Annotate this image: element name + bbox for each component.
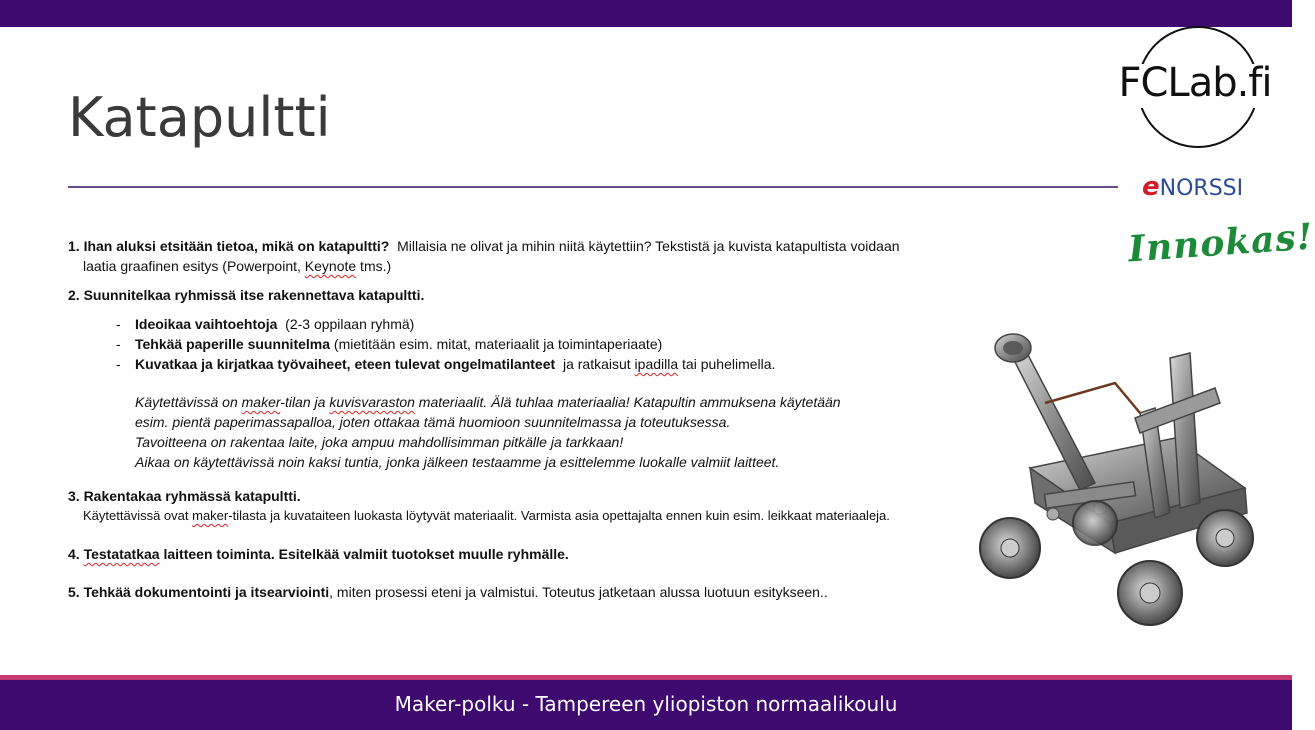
fclab-logo-text: FCLab.fi xyxy=(1118,60,1272,106)
step-2-heading: 2. Suunnitelkaa ryhmissä itse rakennettava katapultti. xyxy=(68,287,425,303)
step-2 xyxy=(68,285,948,305)
catapult-image xyxy=(975,318,1265,628)
maker-word-2: maker xyxy=(192,508,229,523)
ipadilla-word: ipadilla xyxy=(634,356,679,372)
materials-line-4: Aikaa on käytettävissä noin kaksi tuntia, jonka jälkeen testaamme ja esittelemme luokalle valmiit laitteet. xyxy=(135,454,780,470)
step-4 xyxy=(68,544,948,564)
materials-l1e: materiaalit. Älä tuhlaa materiaalia! Katapultin ammuksena käytetään xyxy=(414,394,841,410)
enorssi-logo xyxy=(1142,172,1243,202)
materials-note xyxy=(68,392,948,472)
bullet-1-bold: Ideoikaa vaihtoehtoja xyxy=(135,316,278,332)
materials-l1c: -tilan ja xyxy=(280,394,330,410)
list-dash: - xyxy=(116,316,121,332)
materials-l1a: Käytettävissä on xyxy=(135,394,242,410)
step-4-num: 4. xyxy=(68,546,84,562)
step-2-list xyxy=(68,314,948,374)
step-3 xyxy=(68,486,948,506)
list-dash: - xyxy=(116,356,121,372)
kuvisvaraston-word: kuvisvaraston xyxy=(329,394,415,410)
bullet-3-bold: Kuvatkaa ja kirjatkaa työvaiheet, eteen tulevat ongelmatilanteet xyxy=(135,356,556,372)
step-1-text: Millaisia ne olivat ja mihin niitä käytettiin? Tekstistä ja kuvista katapultista voidaan xyxy=(397,238,900,254)
step-3-heading: 3. Rakentakaa ryhmässä katapultti. xyxy=(68,488,301,504)
step-3-text xyxy=(68,506,948,526)
bullet-3-text-2: tai puhelimella. xyxy=(678,356,776,372)
footer-text: Maker-polku - Tampereen yliopiston normaalikoulu xyxy=(394,692,898,716)
enorssi-logo-e: e xyxy=(1142,172,1160,202)
step-5 xyxy=(68,582,948,602)
testatatkaa-word: Testatatkaa xyxy=(83,546,160,562)
slide-body xyxy=(68,236,948,602)
step-3-text-1: Käytettävissä ovat xyxy=(83,508,193,523)
innokas-logo: Innokas! xyxy=(1126,215,1315,271)
bullet-3-text-1: ja ratkaisut xyxy=(562,356,635,372)
step-5-heading: 5. Tehkää dokumentointi ja itsearviointi xyxy=(68,584,330,600)
slide-title: Katapultti xyxy=(68,86,331,149)
list-item xyxy=(116,334,948,354)
fclab-logo xyxy=(1108,14,1280,160)
list-item xyxy=(116,354,948,374)
materials-line-3: Tavoitteena on rakentaa laite, joka ampuu mahdollisimman pitkälle ja tarkkaan! xyxy=(135,434,624,450)
maker-word: maker xyxy=(241,394,281,410)
top-bar xyxy=(0,0,1292,27)
enorssi-logo-text: NORSSI xyxy=(1159,176,1244,201)
step-4-rest: laitteen toiminta. Esitelkää valmiit tuotokset muulle ryhmälle. xyxy=(159,546,569,562)
materials-line-2: esim. pientä paperimassapalloa, joten ottakaa tämä huomioon suunnitelmassa ja toteutuksessa. xyxy=(135,414,731,430)
materials-line-1 xyxy=(135,392,948,412)
step-3-text-2: -tilasta ja kuvataiteen luokasta löytyvät materiaalit. Varmista asia opettajalta ennen kuin esim. leikkaat materiaaleja. xyxy=(228,508,890,523)
bullet-2-bold: Tehkää paperille suunnitelma xyxy=(135,336,331,352)
list-item xyxy=(116,314,948,334)
bullet-1-text: (2-3 oppilaan ryhmä) xyxy=(285,316,415,332)
step-1-text-2c: tms.) xyxy=(356,258,392,274)
step-1-heading: 1. Ihan aluksi etsitään tietoa, mikä on katapultti? xyxy=(68,238,390,254)
list-dash: - xyxy=(116,336,121,352)
keynote-word: Keynote xyxy=(304,258,357,274)
step-5-text: , miten prosessi eteni ja valmistui. Toteutus jatketaan alussa luotuun esitykseen.. xyxy=(329,584,828,600)
title-divider xyxy=(68,186,1118,188)
step-1-text-2a: laatia graafinen esitys (Powerpoint, xyxy=(83,258,305,274)
step-1 xyxy=(68,236,948,256)
bullet-2-text: (mietitään esim. mitat, materiaalit ja toimintaperiaate) xyxy=(333,336,663,352)
step-1-continued xyxy=(68,256,948,276)
